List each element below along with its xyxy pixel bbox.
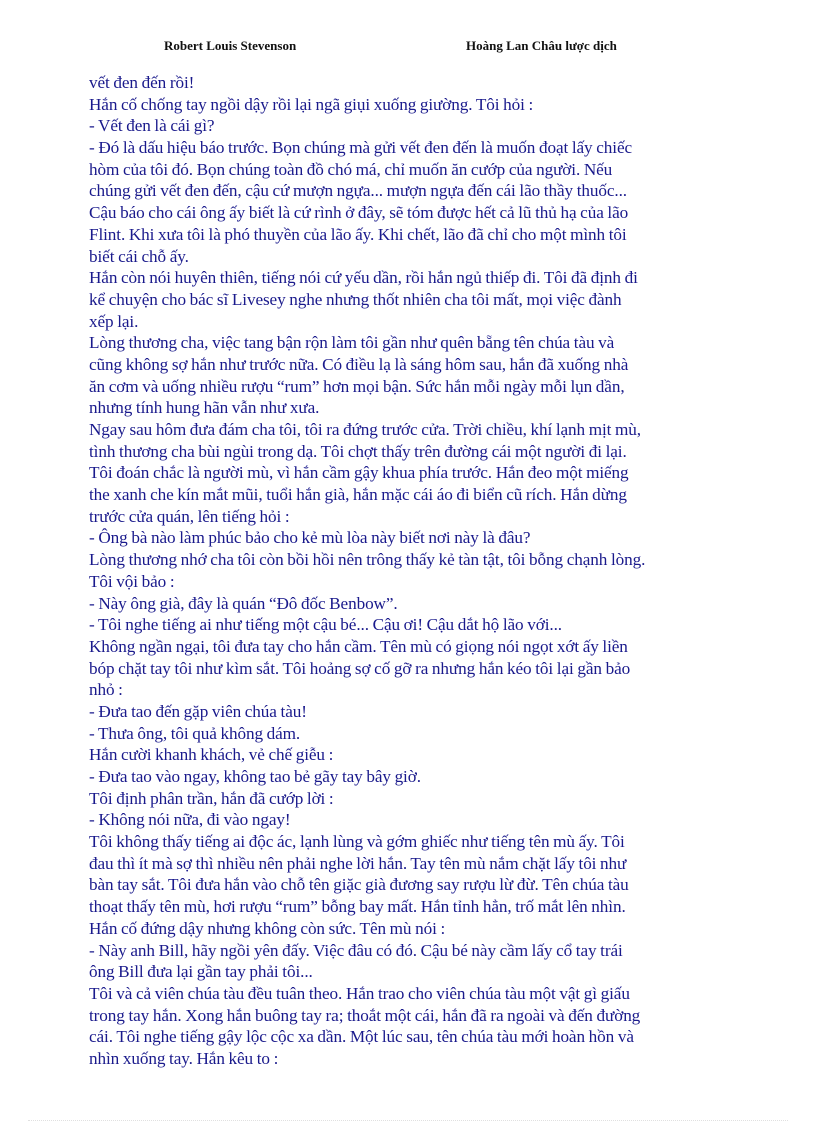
text-line: Hắn cố chống tay ngồi dậy rồi lại ngã giụi xuống giường. Tôi hỏi : (89, 94, 534, 114)
text-line: - Tôi nghe tiếng ai như tiếng một cậu bé... Cậu ơi! Cậu dắt hộ lão với... (89, 615, 562, 635)
text-line: cũng không sợ hắn như trước nữa. Có điều lạ là sáng hôm sau, hắn đã xuống nhà (89, 354, 629, 374)
text-line: - Này anh Bill, hãy ngồi yên đấy. Việc đâu có đó. Cậu bé này cầm lấy cổ tay trái (89, 940, 623, 960)
text-line: - Đó là dấu hiệu báo trước. Bọn chúng mà gửi vết đen đến là muốn đoạt lấy chiếc (89, 138, 632, 158)
text-line: bóp chặt tay tôi như kìm sắt. Tôi hoảng sợ cố gỡ ra nhưng hắn kéo tôi lại gần bảo (89, 658, 631, 678)
text-line: trong tay hắn. Xong hắn buông tay ra; thoắt một cái, hắn đã ra ngoài và đến đường (89, 1005, 641, 1025)
text-line: thoạt thấy tên mù, hơi rượu “rum” bỗng bay mất. Hắn tỉnh hẳn, trố mắt lên nhìn. (89, 897, 626, 917)
text-line: - Ông bà nào làm phúc bảo cho kẻ mù lòa này biết nơi này là đâu? (89, 528, 531, 548)
text-line: Tôi không thấy tiếng ai độc ác, lạnh lùng và gớm ghiếc như tiếng tên mù ấy. Tôi (89, 832, 625, 852)
text-line: Tôi đoán chắc là người mù, vì hắn cầm gậy khua phía trước. Hắn đeo một miếng (89, 463, 629, 483)
text-line: Flint. Khi xưa tôi là phó thuyền của lão ấy. Khi chết, lão đã chỉ cho một mình tôi (89, 224, 627, 244)
text-line: kể chuyện cho bác sĩ Livesey nghe nhưng thốt nhiên cha tôi mất, mọi việc đành (89, 289, 622, 309)
text-line: biết cái chỗ ấy. (89, 246, 189, 266)
story-text (89, 72, 739, 1070)
text-line: Hắn cố đứng dậy nhưng không còn sức. Tên mù nói : (89, 918, 446, 938)
text-line: Lòng thương nhớ cha tôi còn bồi hồi nên trông thấy kẻ tàn tật, tôi bỗng chạnh lòng. (89, 550, 646, 570)
text-line: Không ngần ngại, tôi đưa tay cho hắn cầm. Tên mù có giọng nói ngọt xớt ấy liền (89, 636, 628, 656)
page-header (0, 38, 816, 58)
text-line: - Này ông già, đây là quán “Đô đốc Benbow”. (89, 593, 398, 613)
text-line: Hắn còn nói huyên thiên, tiếng nói cứ yếu dần, rồi hắn ngủ thiếp đi. Tôi đã định đi (89, 268, 638, 288)
text-line: ăn cơm và uống nhiều rượu “rum” hơn mọi bận. Sức hắn mỗi ngày mỗi lụn dần, (89, 376, 625, 396)
text-line: Tôi và cả viên chúa tàu đều tuân theo. Hắn trao cho viên chúa tàu một vật gì giấu (89, 983, 630, 1003)
header-translator: Hoàng Lan Châu lược dịch (466, 38, 617, 53)
page-bottom-rule (28, 1120, 788, 1121)
text-line: nhỏ : (89, 680, 123, 700)
text-line: trước cửa quán, lên tiếng hỏi : (89, 506, 290, 526)
header-author: Robert Louis Stevenson (164, 38, 297, 53)
text-line: Hắn cười khanh khách, vẻ chế giễu : (89, 745, 334, 765)
text-line: nhưng tính hung hãn vẫn như xưa. (89, 398, 320, 418)
text-line: xếp lại. (89, 311, 139, 331)
text-line: Ngay sau hôm đưa đám cha tôi, tôi ra đứng trước cửa. Trời chiều, khí lạnh mịt mù, (89, 420, 641, 439)
text-line: đau thì ít mà sợ thì nhiều nên phải nghe lời hắn. Tay tên mù nắm chặt lấy tôi như (89, 853, 627, 873)
text-line: - Vết đen là cái gì? (89, 116, 215, 136)
text-line: Lòng thương cha, việc tang bận rộn làm tôi gần như quên bẵng tên chúa tàu và (89, 333, 615, 353)
text-line: chúng gửi vết đen đến, cậu cứ mượn ngựa... mượn ngựa đến cái lão thầy thuốc... (89, 181, 627, 201)
text-line: Tôi định phân trần, hắn đã cướp lời : (89, 788, 334, 808)
text-line: tình thương cha bùi ngùi trong dạ. Tôi chợt thấy trên đường cái một người đi lại. (89, 441, 627, 461)
text-line: - Thưa ông, tôi quả không dám. (89, 723, 301, 743)
text-line: hòm của tôi đó. Bọn chúng toàn đồ chó má, chỉ muốn ăn cướp của người. Nếu (89, 159, 613, 179)
text-line: - Không nói nữa, đi vào ngay! (89, 810, 291, 830)
text-line: bàn tay sắt. Tôi đưa hắn vào chỗ tên giặc già đương say rượu lừ đừ. Tên chúa tàu (89, 875, 629, 895)
text-line: cái. Tôi nghe tiếng gậy lộc cộc xa dần. Một lúc sau, tên chúa tàu mới hoàn hồn và (89, 1027, 634, 1047)
text-line: - Đưa tao đến gặp viên chúa tàu! (89, 701, 307, 721)
text-line: the xanh che kín mắt mũi, tuổi hắn già, hắn mặc cái áo đi biển cũ rích. Hắn dừng (89, 485, 627, 505)
text-line: vết đen đến rồi! (89, 73, 195, 92)
text-line: ông Bill đưa lại gần tay phải tôi... (89, 962, 313, 982)
text-line: nhìn xuống tay. Hắn kêu to : (89, 1048, 279, 1068)
text-line: - Đưa tao vào ngay, không tao bẻ gãy tay bây giờ. (89, 767, 421, 786)
text-line: Cậu báo cho cái ông ấy biết là cứ rình ở đây, sẽ tóm được hết cả lũ thủ hạ của lão (89, 203, 629, 223)
text-line: Tôi vội bảo : (89, 571, 175, 591)
